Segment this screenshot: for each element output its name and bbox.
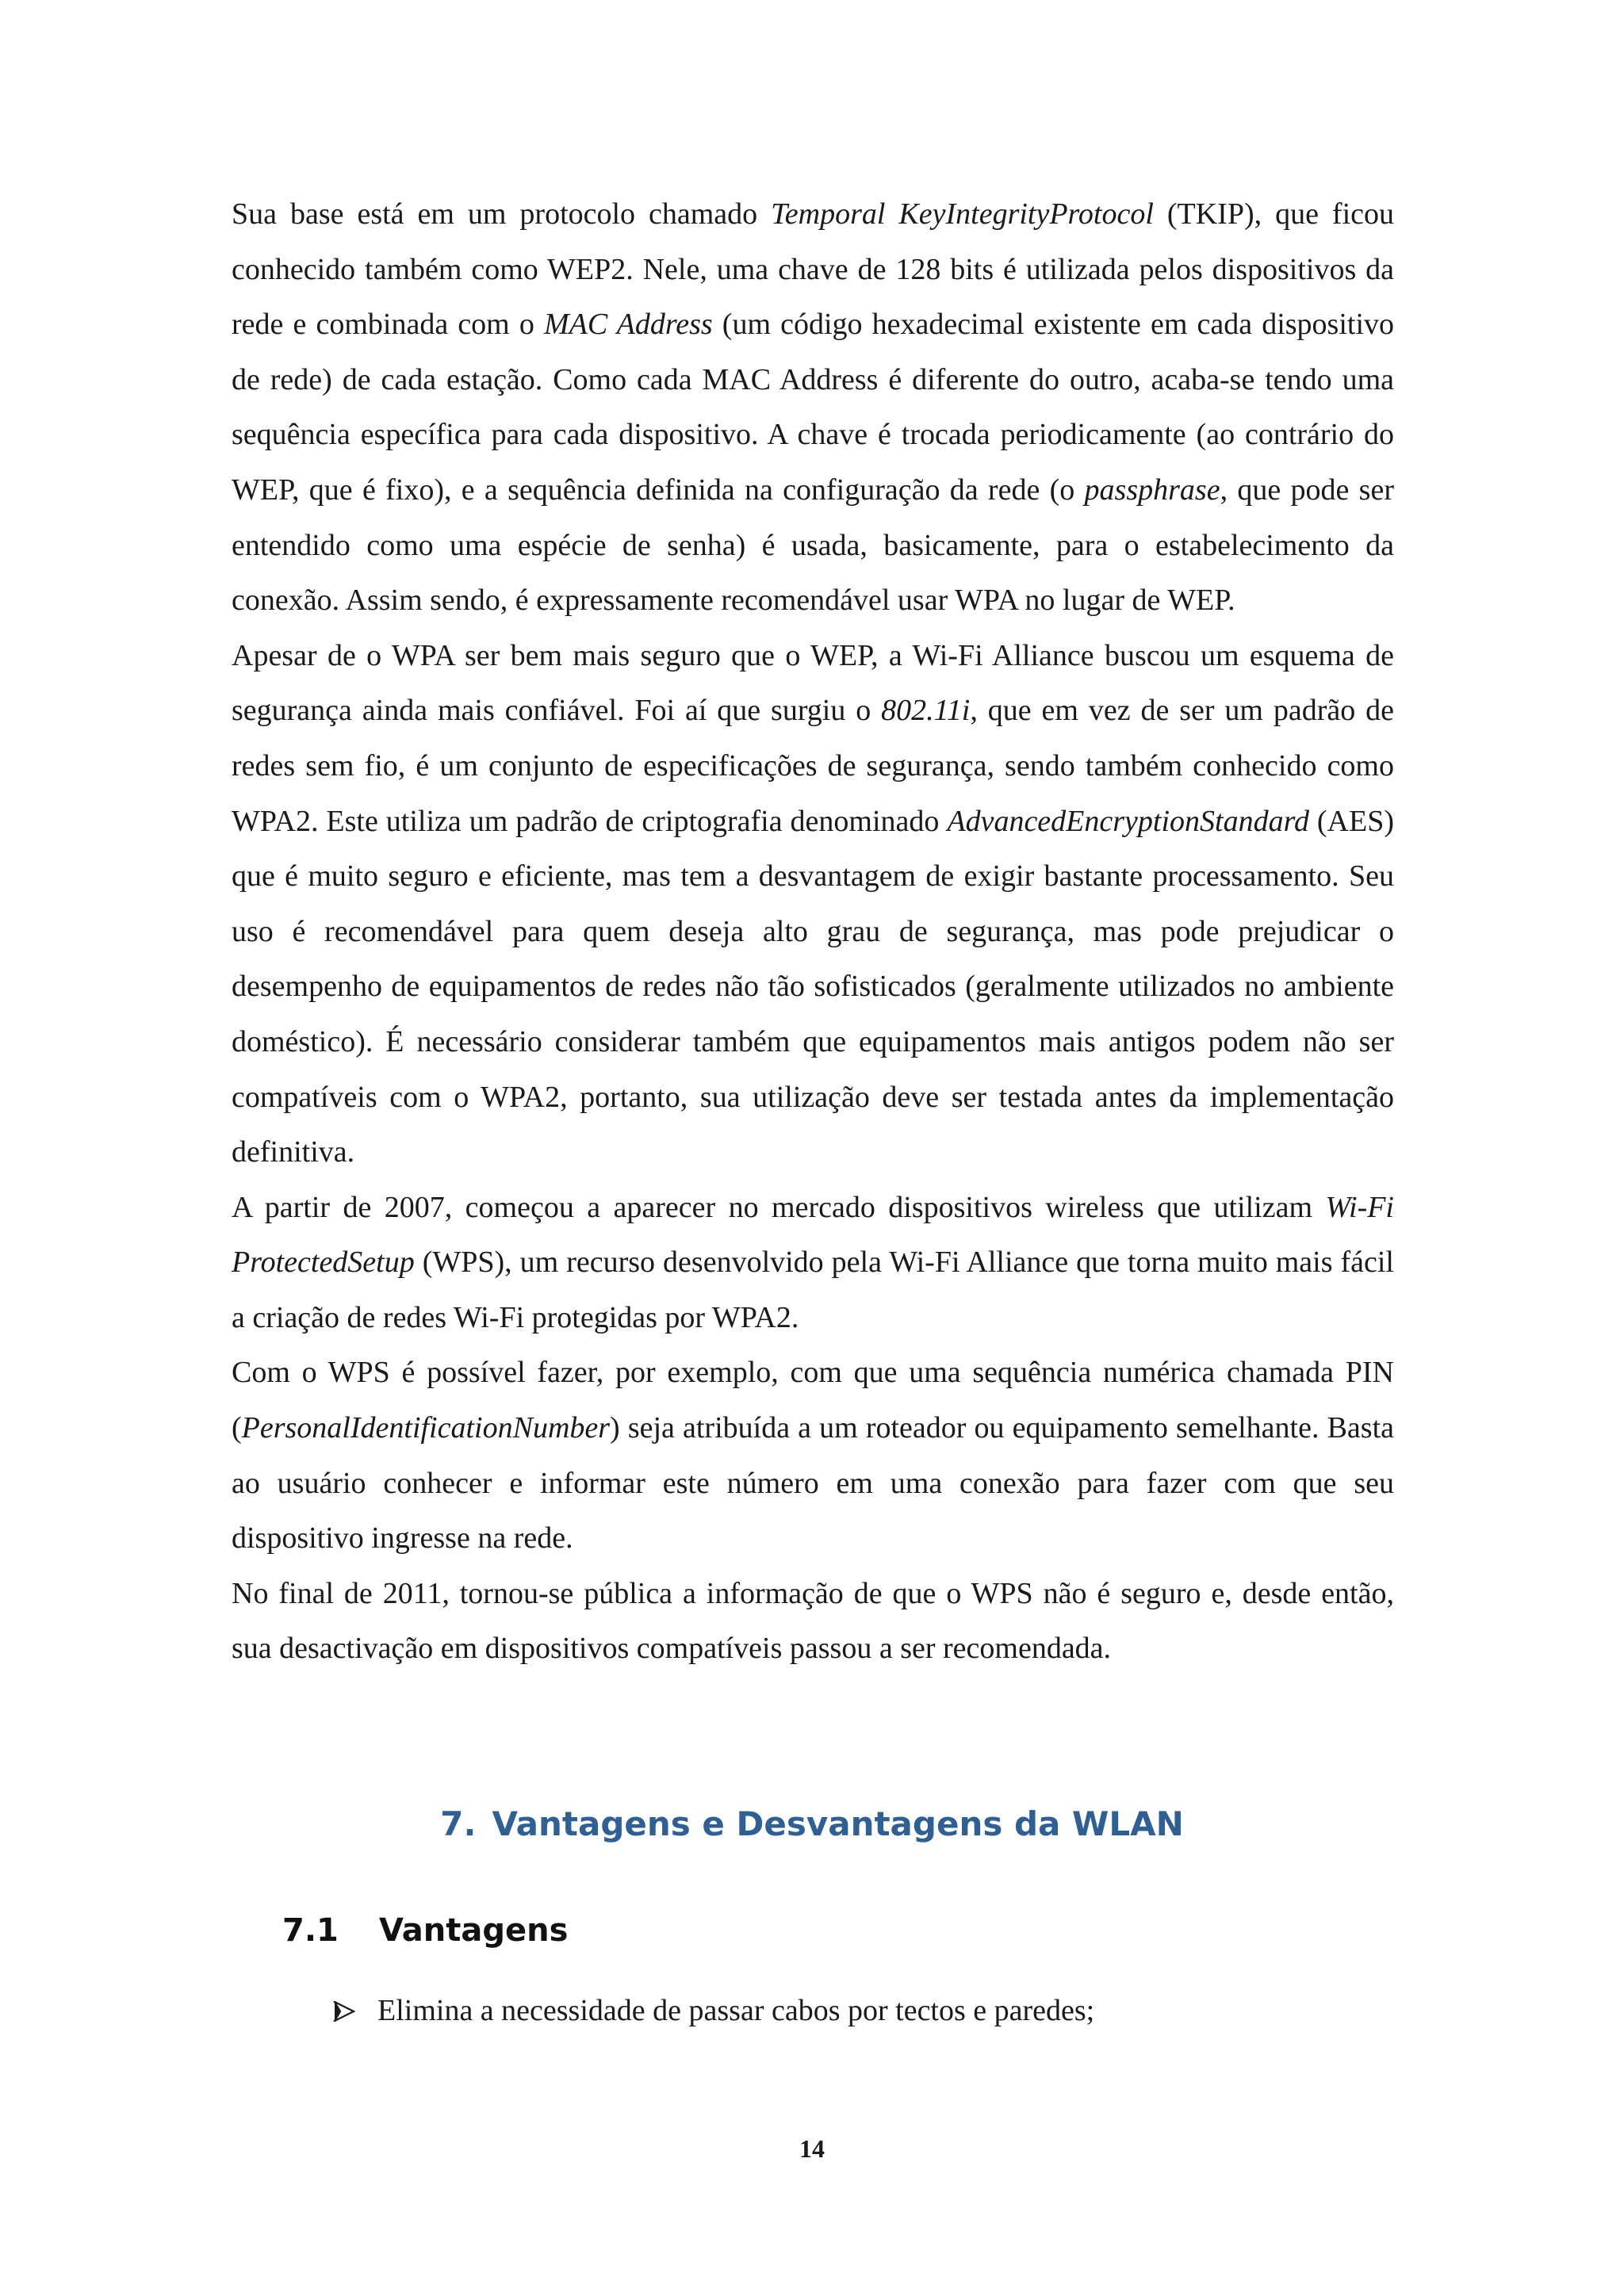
subsection-number: 7.1 bbox=[282, 1912, 339, 1949]
text-run: (AES) que é muito seguro e eficiente, mas tem a desvantagem de exigir bastante processamento. Seu uso é recomendável para quem deseja alto grau de segurança, mas pode prejudicar o desempenho de equipamentos de redes não tão sofisticados (geralmente utilizados no ambiente doméstico). É necessário considerar também que equipamentos mais antigos podem não ser compatíveis com o WPA2, portanto, sua utilização deve ser testada antes da implementação definitiva. bbox=[232, 804, 1395, 1169]
section-title: Vantagens e Desvantagens da WLAN bbox=[492, 1804, 1184, 1843]
text-run: Com o WPS é possível fazer, por exemplo, com que uma sequência numérica chamada PIN ( bbox=[232, 1356, 1394, 1445]
text-run: (WPS), um recurso desenvolvido pela Wi-Fi Alliance que torna muito mais fácil a criação de redes Wi-Fi protegidas por WPA2. bbox=[232, 1246, 1394, 1334]
italic-term: Wi-Fi ProtectedSetup bbox=[232, 1190, 1394, 1280]
italic-term: MAC Address bbox=[543, 308, 713, 342]
italic-term: Temporal KeyIntegrityProtocol bbox=[771, 197, 1154, 231]
italic-term: passphrase bbox=[1084, 473, 1220, 507]
text-run: No final de 2011, tornou-se pública a informação de que o WPS não é seguro e, desde então, sua desactivação em dispositivos compatíveis passou a ser recomendada. bbox=[232, 1576, 1394, 1666]
page-number: 14 bbox=[799, 2134, 825, 2163]
italic-term: 802.11i bbox=[881, 694, 971, 728]
text-run: , que pode ser entendido como uma espécie de senha) é usada, basicamente, para o estabelecimento da conexão. Assim sendo, é expressamente recomendável usar WPA no lugar de WEP. bbox=[232, 473, 1394, 618]
bullet-list bbox=[333, 1987, 1094, 2034]
list-item bbox=[333, 1987, 1094, 2034]
subsection-heading bbox=[282, 1912, 568, 1949]
arrowhead-bullet-icon bbox=[333, 1995, 377, 2026]
paragraph bbox=[232, 187, 1394, 629]
text-run: ) seja atribuída a um roteador ou equipamento semelhante. Basta ao usuário conhecer e informar este número em uma conexão para fazer com que seu dispositivo ingresse na rede. bbox=[232, 1411, 1394, 1556]
subsection-title: Vantagens bbox=[379, 1912, 569, 1949]
section-number: 7. bbox=[440, 1804, 477, 1843]
text-run: (um código hexadecimal existente em cada dispositivo de rede) de cada estação. Como cada MAC Address é diferente do outro, acaba-se tendo uma sequência específica para cada dispositivo. A chave é trocada periodicamente (ao contrário do WEP, que é fixo), e a sequência definida na configuração da rede (o bbox=[232, 308, 1395, 507]
italic-term: PersonalIdentificationNumber bbox=[241, 1411, 611, 1445]
text-run: , que em vez de ser um padrão de redes sem fio, é um conjunto de especificações de segurança, sendo também conhecido como WPA2. Este utiliza um padrão de criptografia denominado bbox=[232, 694, 1394, 838]
text-run: Sua base está em um protocolo chamado bbox=[232, 197, 772, 231]
text-run: (TKIP), que ficou conhecido também como WEP2. Nele, uma chave de 128 bits é utilizada pelos dispositivos da rede e combinada com o bbox=[232, 197, 1394, 342]
text-run: A partir de 2007, começou a aparecer no mercado dispositivos wireless que utilizam bbox=[232, 1190, 1326, 1224]
paragraph bbox=[232, 1345, 1394, 1566]
section-heading bbox=[0, 1804, 1624, 1843]
paragraph bbox=[232, 1181, 1394, 1346]
paragraph bbox=[232, 1567, 1394, 1677]
italic-term: AdvancedEncryptionStandard bbox=[947, 804, 1309, 838]
text-run: Apesar de o WPA ser bem mais seguro que o WEP, a Wi-Fi Alliance buscou um esquema de segurança ainda mais confiável. Foi aí que surgiu o bbox=[232, 638, 1394, 728]
paragraph bbox=[232, 629, 1394, 1181]
bullet-text: Elimina a necessidade de passar cabos por tectos e paredes; bbox=[377, 1994, 1095, 2027]
body-text bbox=[232, 187, 1394, 1677]
